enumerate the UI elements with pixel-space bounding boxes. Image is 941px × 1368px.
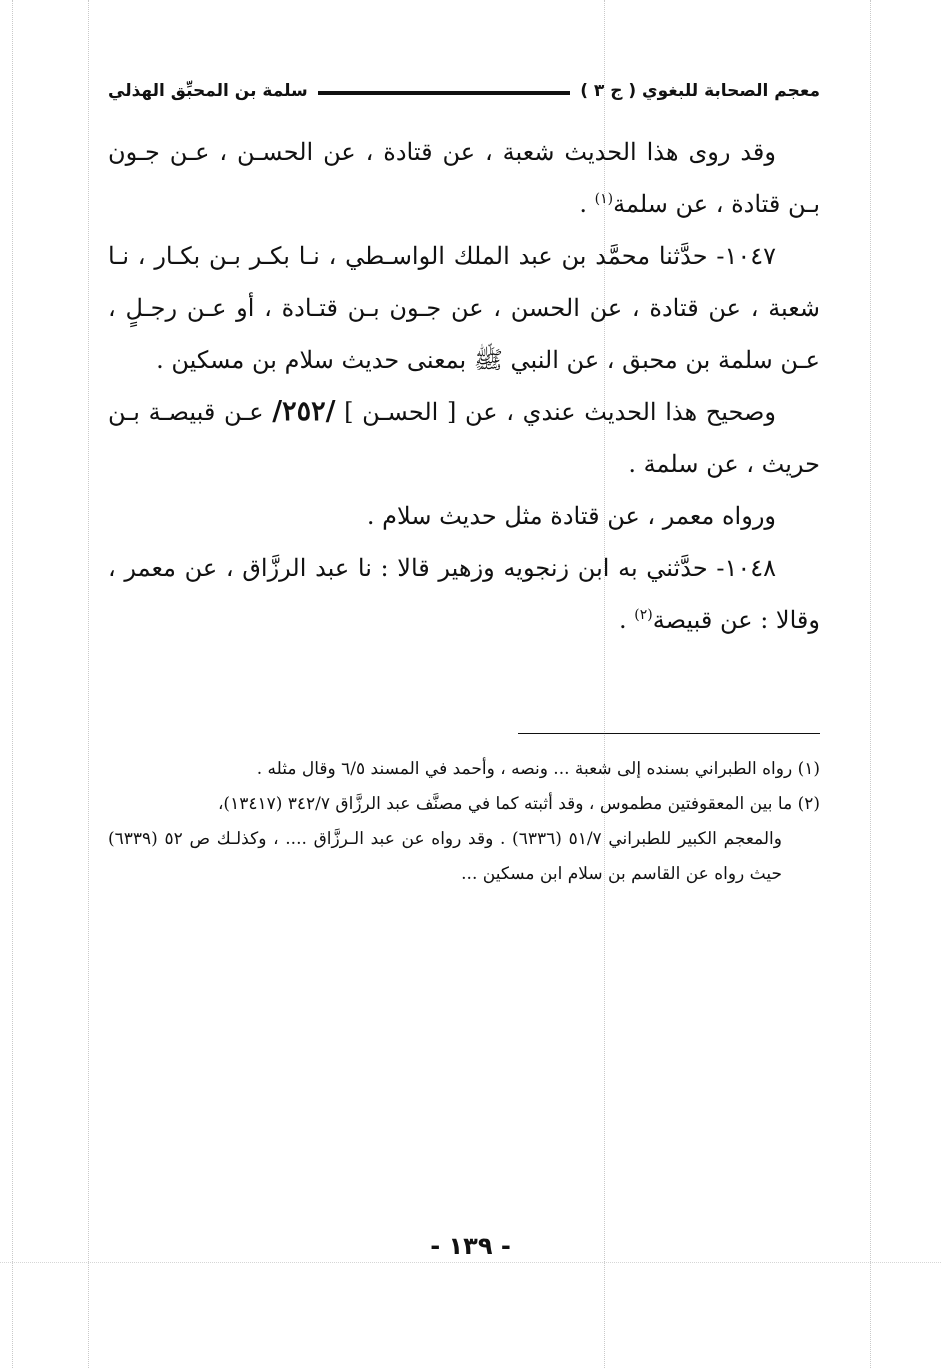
footnote-separator [518,733,820,734]
manuscript-folio-ref: /٢٥٢/ [272,396,336,427]
paragraph-1 [108,126,820,230]
scan-guide [12,0,13,1368]
paragraph-text: عـن قبيصـة بـن حريث ، عن سلمة . [108,398,820,478]
footnote-2-continuation: والمعجم الكبير للطبراني ٥١/٧ (٦٣٣٦) . وقد رواه عن عبد الـرزَّاق .... ، وكذلـك ص ٥٢ (٦٣٣٩) حيث رواه عن القاسم بن سلام ابن مسكين ... [108,829,782,884]
paragraph-text: ١٠٤٨- حدَّثني به ابن زنجويه وزهير قالا : نا عبد الرزَّاق ، عن معمر ، وقالا : عن قبيصة [108,554,820,634]
header-entry-title: سلمة بن المحبِّق الهذلي [108,81,308,101]
hadith-1047: ١٠٤٧- حدَّثنا محمَّد بن عبد الملك الواسـطي ، نـا بكـر بـن بكـار ، نـا شعبة ، عن قتادة ، عن الحسن ، عن جـون بـن قتـادة ، أو عـن رجـلٍ ، عـن سلمة بن محبق ، عن النبي ﷺ بمعنى حديث سلام بن مسكين . [108,242,820,374]
header-book-title: معجم الصحابة للبغوي ( ج ٣ ) [580,81,820,101]
paragraph-end: . [579,190,595,218]
running-header [108,74,820,108]
footnote-marker: (٢) [634,607,653,623]
footnote-marker: (١) [594,191,614,207]
hadith-1048 [108,542,820,646]
paragraph-text: وقد روى هذا الحديث شعبة ، عن قتادة ، عن الحسـن ، عـن جـون بـن قتادة ، عن سلمة [108,138,820,218]
paragraph-end: . [619,606,635,634]
paragraph-4: ورواه معمر ، عن قتادة مثل حديث سلام . [366,502,776,530]
footnotes [108,752,820,892]
header-rule [318,91,570,95]
scan-guide [0,1262,941,1263]
paragraph-3 [108,386,820,490]
footnote-2: (٢) ما بين المعقوفتين مطموس ، وقد أثبته كما في مصنَّف عبد الرزَّاق ٣٤٢/٧ (١٣٤١٧)، [217,794,820,814]
page-number: - ١٣٩ - [430,1232,511,1260]
paragraph-text: وصحيح هذا الحديث عندي ، عن [ الحسـن ] [335,398,776,426]
footnote-1: (١) رواه الطبراني بسنده إلى شعبة ... ونصه ، وأحمد في المسند ٦/٥ وقال مثله . [256,759,820,779]
scan-guide [870,0,871,1368]
scan-guide [88,0,89,1368]
main-text [108,126,820,646]
